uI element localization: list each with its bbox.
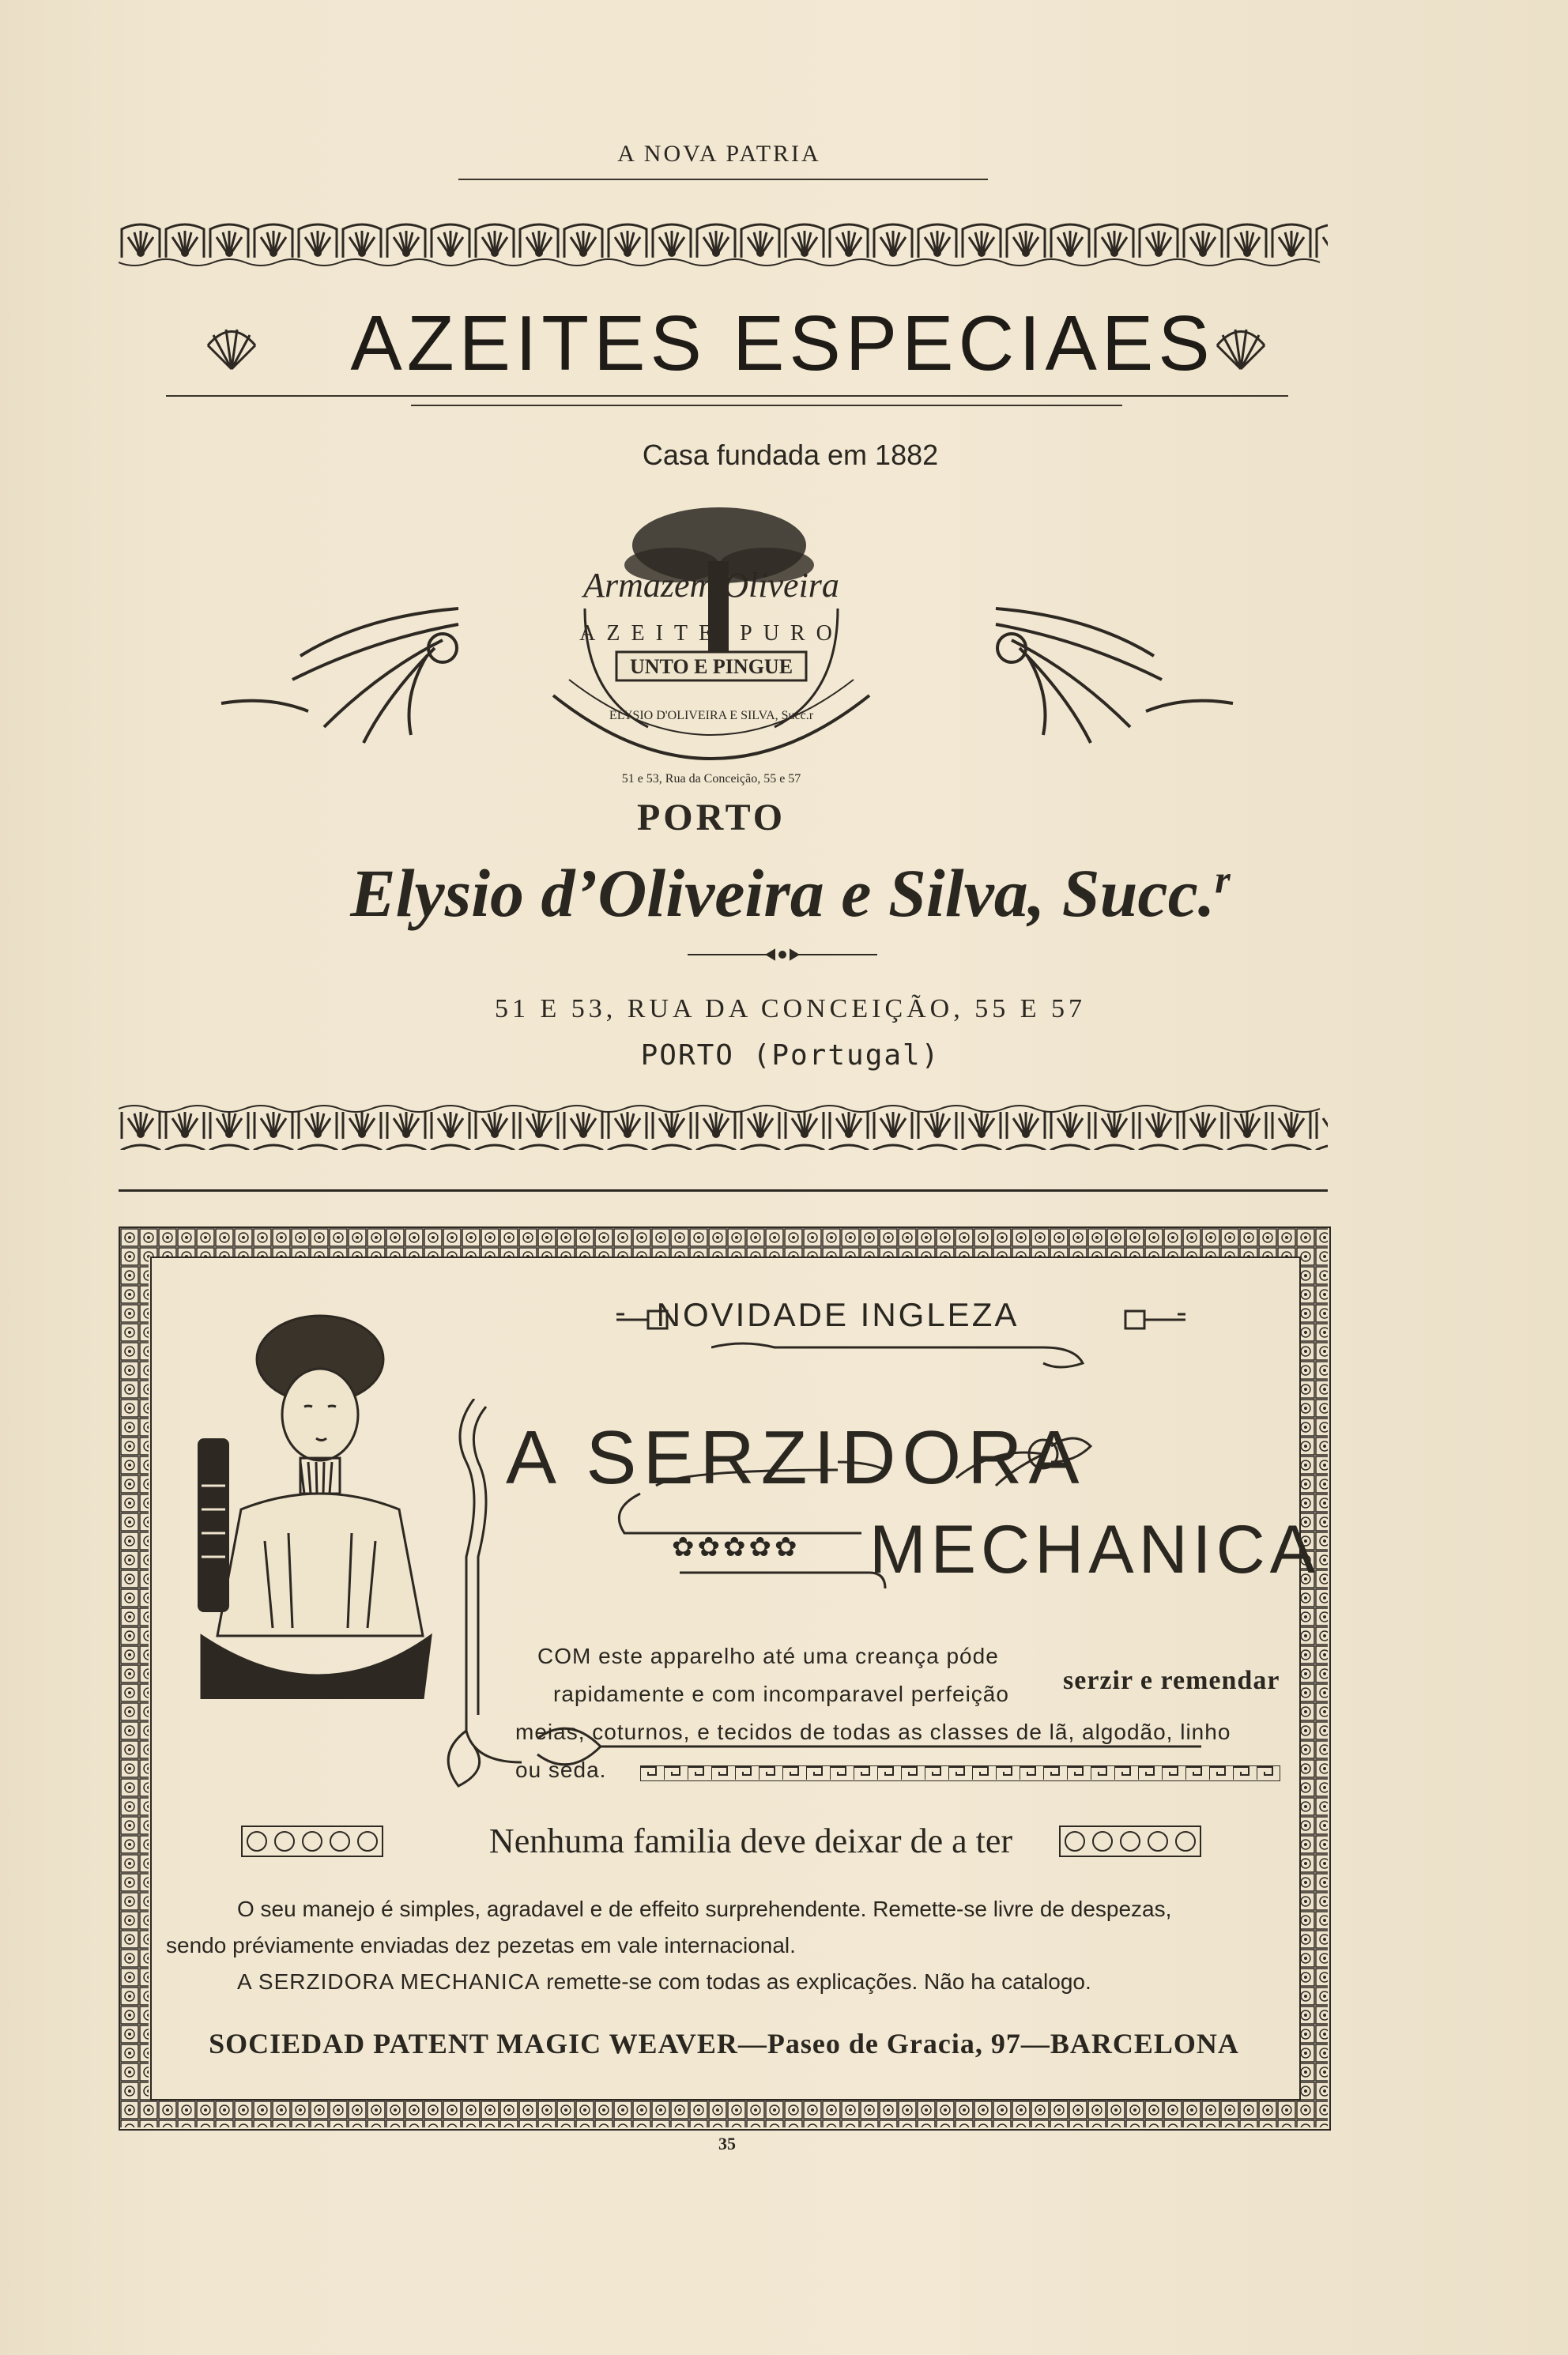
firm-name-superscript: r: [1215, 857, 1231, 902]
body-line-2: rapidamente e com incomparavel perfeição: [553, 1682, 1009, 1706]
title-rule: [166, 395, 1288, 397]
ornament-band-top: [119, 221, 1328, 261]
firm-name-text: Elysio d’Oliveira e Silva, Succ.: [350, 855, 1216, 931]
slogan: Nenhuma familia deve deixar de a ter: [488, 1822, 1013, 1860]
blurb-product-name: A SERZIDORA MECHANICA: [237, 1969, 541, 1994]
product-title-line2: MECHANICA: [869, 1512, 1321, 1588]
woman-illustration: [170, 1304, 454, 1703]
blurb-line-2: sendo préviamente enviadas dez pezetas em vale internacional.: [166, 1933, 796, 1957]
logo-address-small: 51 e 53, Rua da Conceição, 55 e 57: [621, 772, 801, 786]
header-rule: [458, 179, 988, 180]
firm-city: PORTO (Portugal): [640, 1039, 940, 1072]
olive-tree-logo: [506, 490, 917, 853]
firm-address: 51 E 53, RUA DA CONCEIÇÃO, 55 E 57: [494, 994, 1087, 1023]
title-rule-short: [411, 405, 1122, 406]
blurb-line-1: O seu manejo é simples, agradavel e de effeito surprehendente. Remette-se livre de despezas,: [237, 1897, 1172, 1921]
flourish-right-icon: [980, 593, 1249, 755]
ad-title-azeites: AZEITES ESPECIAES: [350, 300, 1215, 386]
advertiser-footer: SOCIEDAD PATENT MAGIC WEAVER—Paseo de Gracia, 97—BARCELONA: [209, 2028, 1239, 2059]
flourish-left-icon: [205, 593, 474, 755]
running-header: A NOVA PATRIA: [617, 141, 821, 167]
logo-arc-text: Armazem Oliveira: [583, 566, 839, 605]
kicker-swash-icon: [711, 1340, 1091, 1375]
rosette-box-right-icon: [1059, 1826, 1201, 1861]
small-divider-ornament: [688, 947, 877, 963]
shell-icon: [204, 326, 259, 377]
blurb-line-3: [237, 1969, 1091, 1995]
right-bracket-icon: [1122, 1308, 1185, 1336]
section-divider: [119, 1189, 1328, 1192]
logo-banner: UNTO E PINGUE: [629, 655, 793, 678]
body-line-4: ou seda.: [515, 1758, 607, 1782]
founded-line: Casa fundada em 1882: [642, 439, 939, 471]
greek-key-ornament: [640, 1765, 1280, 1785]
logo-inner-ring: ELYSIO D'OLIVEIRA E SILVA, Succ.r: [609, 709, 814, 722]
firm-name: [142, 853, 1438, 933]
rosette-row-icon: ✿✿✿✿✿: [672, 1532, 801, 1562]
shell-icon: [1213, 326, 1268, 377]
blurb-line-3-rest: remette-se com todas as explicações. Não ha catalogo.: [540, 1969, 1091, 1994]
logo-city: PORTO: [636, 797, 786, 838]
ornament-band-bottom: [119, 1102, 1328, 1142]
callout-serzir: serzir e remendar: [1063, 1666, 1280, 1695]
body-line-3: meias, coturnos, e tecidos de todas as classes de lã, algodão, linho: [515, 1720, 1231, 1744]
logo-seal-text: AZEITE PURO: [579, 621, 843, 646]
product-title-line1: A SERZIDORA: [506, 1415, 1086, 1500]
page-number: 35: [718, 2134, 736, 2153]
novidade-kicker: NOVIDADE INGLEZA: [656, 1296, 1020, 1333]
body-line-1: COM este apparelho até uma creança póde: [537, 1644, 999, 1668]
